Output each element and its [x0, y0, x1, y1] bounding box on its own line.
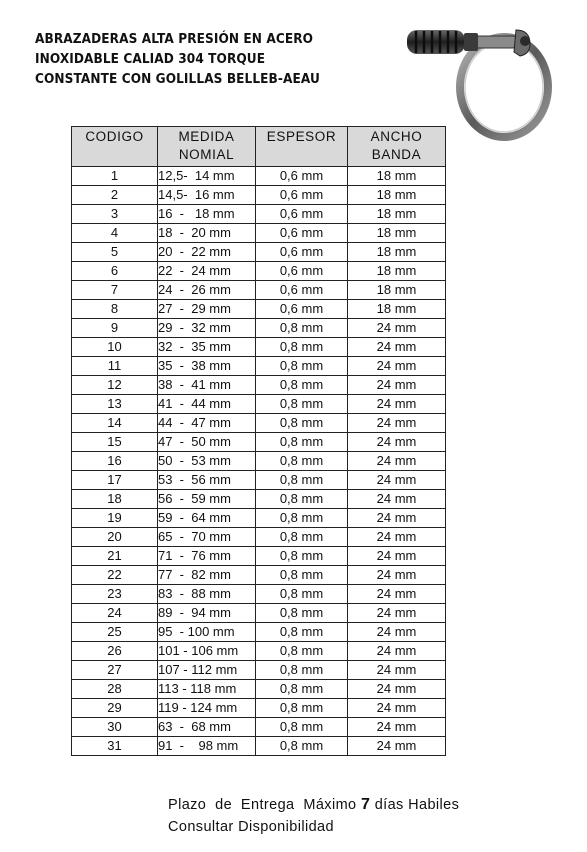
cell-espesor: 0,8 mm [256, 718, 348, 737]
cell-code: 9 [72, 319, 158, 338]
cell-code: 31 [72, 737, 158, 756]
cell-medida: 59 - 64 mm [158, 509, 256, 528]
delivery-time: Plazo de Entrega Máximo 7 días Habiles [168, 796, 460, 813]
cell-ancho: 18 mm [348, 167, 446, 186]
cell-code: 1 [72, 167, 158, 186]
cell-espesor: 0,6 mm [256, 281, 348, 300]
cell-ancho: 18 mm [348, 205, 446, 224]
cell-medida: 89 - 94 mm [158, 604, 256, 623]
cell-espesor: 0,8 mm [256, 509, 348, 528]
cell-espesor: 0,6 mm [256, 205, 348, 224]
cell-medida: 35 - 38 mm [158, 357, 256, 376]
cell-espesor: 0,8 mm [256, 338, 348, 357]
table-row [72, 357, 446, 376]
table-row [72, 623, 446, 642]
cell-ancho: 18 mm [348, 262, 446, 281]
cell-medida: 27 - 29 mm [158, 300, 256, 319]
cell-ancho: 18 mm [348, 243, 446, 262]
cell-ancho: 24 mm [348, 642, 446, 661]
cell-ancho: 24 mm [348, 699, 446, 718]
cell-espesor: 0,6 mm [256, 300, 348, 319]
cell-espesor: 0,8 mm [256, 376, 348, 395]
table-row [72, 224, 446, 243]
cell-espesor: 0,6 mm [256, 243, 348, 262]
cell-code: 20 [72, 528, 158, 547]
cell-ancho: 24 mm [348, 737, 446, 756]
table-header-row [72, 127, 446, 167]
cell-ancho: 24 mm [348, 414, 446, 433]
cell-medida: 24 - 26 mm [158, 281, 256, 300]
table-row [72, 528, 446, 547]
cell-medida: 113 - 118 mm [158, 680, 256, 699]
cell-medida: 16 - 18 mm [158, 205, 256, 224]
spec-table [71, 126, 446, 756]
document-title [35, 30, 348, 90]
cell-ancho: 24 mm [348, 471, 446, 490]
cell-code: 12 [72, 376, 158, 395]
header-medida: MEDIDA NOMIAL [158, 127, 256, 167]
cell-code: 27 [72, 661, 158, 680]
cell-code: 25 [72, 623, 158, 642]
cell-ancho: 24 mm [348, 433, 446, 452]
cell-ancho: 18 mm [348, 224, 446, 243]
cell-medida: 38 - 41 mm [158, 376, 256, 395]
cell-espesor: 0,6 mm [256, 224, 348, 243]
cell-medida: 29 - 32 mm [158, 319, 256, 338]
header-espesor: ESPESOR [256, 127, 348, 167]
cell-code: 21 [72, 547, 158, 566]
cell-espesor: 0,8 mm [256, 699, 348, 718]
cell-medida: 18 - 20 mm [158, 224, 256, 243]
title-line: ABRAZADERAS ALTA PRESIÓN EN ACERO [35, 32, 314, 47]
table-row [72, 737, 446, 756]
cell-ancho: 24 mm [348, 319, 446, 338]
cell-medida: 14,5- 16 mm [158, 186, 256, 205]
cell-ancho: 24 mm [348, 680, 446, 699]
cell-code: 6 [72, 262, 158, 281]
cell-medida: 53 - 56 mm [158, 471, 256, 490]
table-row [72, 433, 446, 452]
cell-espesor: 0,8 mm [256, 414, 348, 433]
table-row [72, 319, 446, 338]
table-row [72, 243, 446, 262]
cell-espesor: 0,8 mm [256, 604, 348, 623]
cell-code: 30 [72, 718, 158, 737]
cell-medida: 65 - 70 mm [158, 528, 256, 547]
cell-code: 16 [72, 452, 158, 471]
table-row [72, 186, 446, 205]
cell-code: 8 [72, 300, 158, 319]
cell-espesor: 0,6 mm [256, 186, 348, 205]
title-line: INOXIDABLE CALIAD 304 TORQUE [35, 52, 266, 67]
cell-code: 23 [72, 585, 158, 604]
cell-code: 22 [72, 566, 158, 585]
cell-medida: 83 - 88 mm [158, 585, 256, 604]
cell-code: 13 [72, 395, 158, 414]
cell-ancho: 24 mm [348, 490, 446, 509]
table-row [72, 414, 446, 433]
table-row [72, 699, 446, 718]
cell-ancho: 18 mm [348, 281, 446, 300]
cell-code: 19 [72, 509, 158, 528]
cell-medida: 63 - 68 mm [158, 718, 256, 737]
cell-espesor: 0,6 mm [256, 167, 348, 186]
cell-medida: 101 - 106 mm [158, 642, 256, 661]
cell-code: 10 [72, 338, 158, 357]
cell-espesor: 0,8 mm [256, 433, 348, 452]
cell-espesor: 0,8 mm [256, 395, 348, 414]
cell-espesor: 0,8 mm [256, 737, 348, 756]
availability-note: Consultar Disponibilidad [168, 819, 334, 835]
cell-code: 2 [72, 186, 158, 205]
cell-ancho: 24 mm [348, 718, 446, 737]
cell-code: 4 [72, 224, 158, 243]
cell-ancho: 24 mm [348, 395, 446, 414]
cell-code: 3 [72, 205, 158, 224]
cell-code: 15 [72, 433, 158, 452]
cell-ancho: 24 mm [348, 509, 446, 528]
cell-espesor: 0,8 mm [256, 623, 348, 642]
table-row [72, 547, 446, 566]
table-row [72, 395, 446, 414]
table-row [72, 661, 446, 680]
header-codigo: CODIGO [72, 127, 158, 167]
cell-ancho: 18 mm [348, 300, 446, 319]
cell-medida: 107 - 112 mm [158, 661, 256, 680]
table-row [72, 281, 446, 300]
table-row [72, 300, 446, 319]
cell-code: 29 [72, 699, 158, 718]
cell-code: 14 [72, 414, 158, 433]
table-row [72, 338, 446, 357]
cell-ancho: 24 mm [348, 452, 446, 471]
cell-ancho: 24 mm [348, 547, 446, 566]
cell-ancho: 24 mm [348, 604, 446, 623]
cell-ancho: 24 mm [348, 357, 446, 376]
cell-medida: 44 - 47 mm [158, 414, 256, 433]
cell-medida: 56 - 59 mm [158, 490, 256, 509]
cell-medida: 71 - 76 mm [158, 547, 256, 566]
cell-medida: 77 - 82 mm [158, 566, 256, 585]
cell-code: 28 [72, 680, 158, 699]
cell-medida: 95 - 100 mm [158, 623, 256, 642]
cell-espesor: 0,8 mm [256, 490, 348, 509]
cell-espesor: 0,8 mm [256, 661, 348, 680]
cell-medida: 22 - 24 mm [158, 262, 256, 281]
cell-ancho: 24 mm [348, 623, 446, 642]
cell-ancho: 24 mm [348, 338, 446, 357]
cell-medida: 91 - 98 mm [158, 737, 256, 756]
cell-code: 11 [72, 357, 158, 376]
cell-medida: 12,5- 14 mm [158, 167, 256, 186]
table-row [72, 680, 446, 699]
table-row [72, 167, 446, 186]
cell-espesor: 0,8 mm [256, 642, 348, 661]
cell-code: 17 [72, 471, 158, 490]
cell-code: 18 [72, 490, 158, 509]
cell-code: 24 [72, 604, 158, 623]
cell-medida: 119 - 124 mm [158, 699, 256, 718]
table-row [72, 642, 446, 661]
cell-medida: 47 - 50 mm [158, 433, 256, 452]
cell-ancho: 24 mm [348, 566, 446, 585]
table-row [72, 604, 446, 623]
cell-medida: 50 - 53 mm [158, 452, 256, 471]
cell-espesor: 0,8 mm [256, 528, 348, 547]
table-row [72, 585, 446, 604]
table-row [72, 718, 446, 737]
header-ancho: ANCHO BANDA [348, 127, 446, 167]
footer-note [168, 794, 459, 838]
cell-espesor: 0,8 mm [256, 319, 348, 338]
cell-espesor: 0,8 mm [256, 547, 348, 566]
table-row [72, 205, 446, 224]
cell-code: 7 [72, 281, 158, 300]
cell-ancho: 24 mm [348, 661, 446, 680]
cell-ancho: 24 mm [348, 585, 446, 604]
cell-espesor: 0,8 mm [256, 452, 348, 471]
cell-espesor: 0,8 mm [256, 471, 348, 490]
table-row [72, 376, 446, 395]
cell-ancho: 18 mm [348, 186, 446, 205]
table-row [72, 490, 446, 509]
table-row [72, 452, 446, 471]
cell-espesor: 0,6 mm [256, 262, 348, 281]
table-row [72, 471, 446, 490]
hose-clamp-icon [404, 14, 562, 144]
cell-medida: 32 - 35 mm [158, 338, 256, 357]
cell-espesor: 0,8 mm [256, 585, 348, 604]
table-row [72, 509, 446, 528]
cell-code: 26 [72, 642, 158, 661]
cell-medida: 41 - 44 mm [158, 395, 256, 414]
cell-espesor: 0,8 mm [256, 357, 348, 376]
cell-ancho: 24 mm [348, 376, 446, 395]
cell-espesor: 0,8 mm [256, 566, 348, 585]
cell-espesor: 0,8 mm [256, 680, 348, 699]
cell-ancho: 24 mm [348, 528, 446, 547]
cell-medida: 20 - 22 mm [158, 243, 256, 262]
title-line: CONSTANTE CON GOLILLAS BELLEB-AEAU [35, 72, 320, 87]
table-row [72, 262, 446, 281]
table-row [72, 566, 446, 585]
cell-code: 5 [72, 243, 158, 262]
